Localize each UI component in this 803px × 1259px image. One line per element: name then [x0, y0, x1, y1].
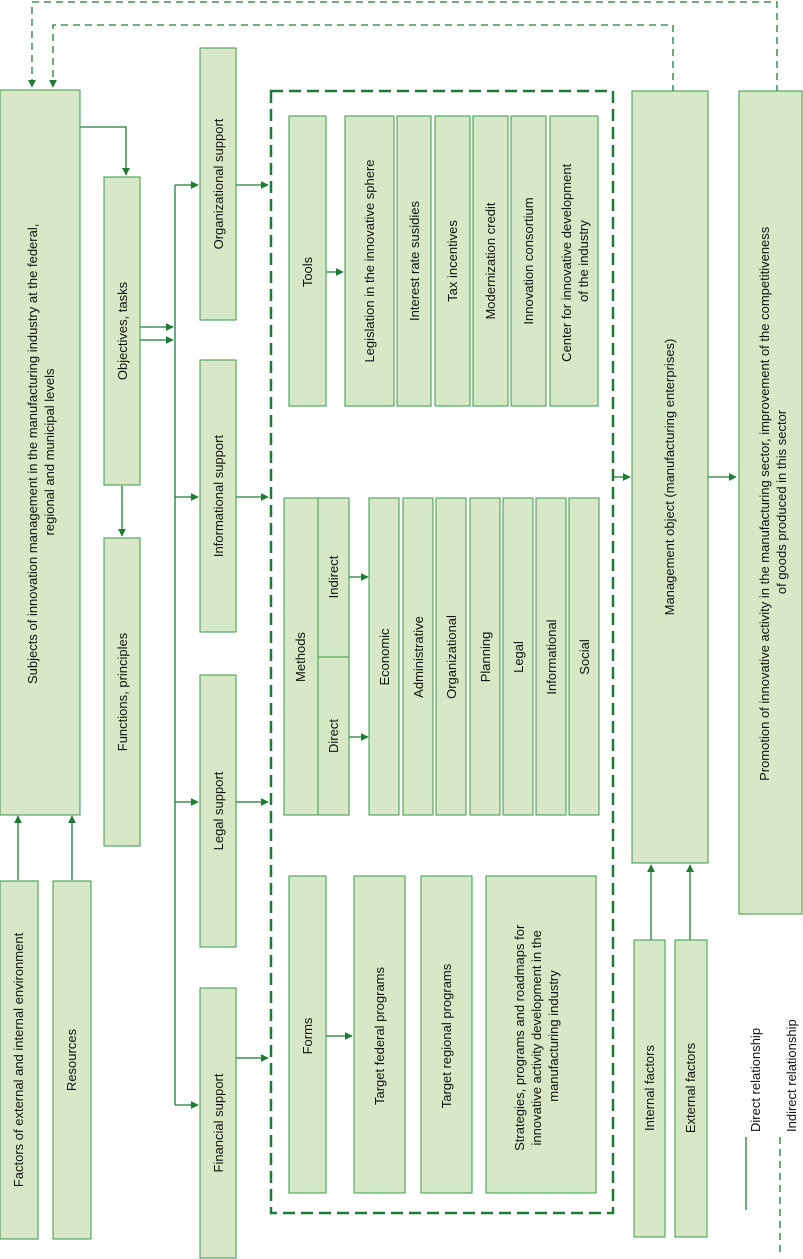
legal-support-box: Legal support [211, 771, 226, 851]
organizational-support-box: Organizational support [211, 118, 226, 250]
social-box: Social [577, 639, 592, 675]
external-factors-box: External factors [683, 1042, 698, 1134]
functions-box: Functions, principles [115, 632, 130, 752]
objectives-box: Objectives, tasks [115, 281, 130, 381]
planning-box: Planning [478, 631, 493, 683]
legend-indirect-label: Indirect relationship [784, 1019, 799, 1132]
center-innovative-box: Center for innovative development of the industry [559, 163, 591, 362]
legal-box: Legal [511, 641, 526, 673]
target-federal-box: Target federal programs [372, 966, 387, 1106]
methods-box: Methods [293, 632, 308, 682]
resources-box: Resources [64, 1028, 79, 1092]
legislation-box: Legislation in the innovative sphere [362, 159, 377, 363]
legend-direct-label: Direct relationship [748, 1027, 763, 1132]
interest-subsidies-box: Interest rate susidies [407, 201, 422, 321]
factors-environment-box: Factors of external and internal environment [11, 932, 26, 1188]
organizational-box: Organizational [444, 615, 459, 699]
internal-factors-box: Internal factors [642, 1045, 657, 1131]
feedback-promotion-subjects [32, 2, 777, 92]
informational-box: Informational [544, 619, 559, 695]
subjects-box: Subjects of innovation management in the manufacturing industry at the federal, regional and municipal levels [25, 223, 57, 684]
arrow-subjects-objectives [80, 127, 126, 175]
financial-support-box: Financial support [211, 1073, 226, 1173]
informational-support-box: Informational support [211, 434, 226, 558]
management-object-box: Management object (manufacturing enterprises) [662, 338, 677, 616]
direct-methods-cell: Direct [326, 719, 341, 753]
tax-incentives-box: Tax incentives [445, 220, 460, 302]
strategies-box: Strategies, programs and roadmaps for innovative activity development in the manufacturing industry [512, 924, 561, 1151]
tools-box: Tools [300, 256, 315, 288]
promotion-box: Promotion of innovative activity in the manufacturing sector, improvement of the competitiveness of goods produced in this sector [757, 226, 789, 781]
feedback-mgmt-subjects [53, 25, 673, 92]
target-regional-box: Target regional programs [439, 963, 454, 1109]
modernization-credit-box: Modernization credit [483, 202, 498, 320]
innovation-consortium-box: Innovation consortium [521, 197, 536, 325]
administrative-box: Administrative [411, 616, 426, 698]
indirect-methods-cell: Indirect [326, 555, 341, 599]
economic-box: Economic [377, 628, 392, 686]
forms-box: Forms [300, 1017, 315, 1055]
